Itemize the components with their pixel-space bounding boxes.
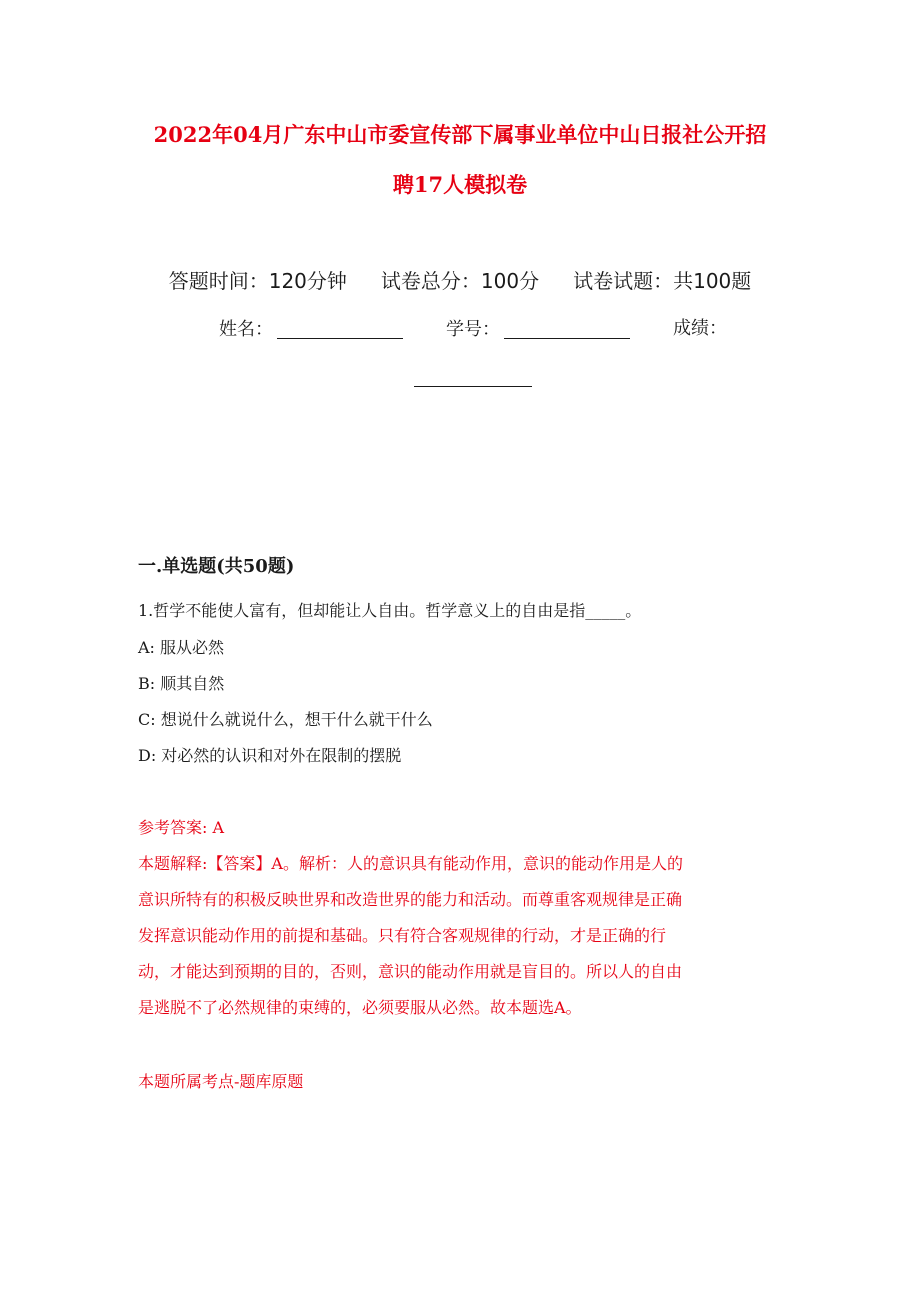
exam-title-line2: 聘17人模拟卷 — [392, 172, 528, 197]
student-id-field[interactable] — [446, 320, 630, 339]
explanation-line: 发挥意识能动作用的前提和基础。只有符合客观规律的行动，才是正确的行 — [138, 926, 667, 945]
name-field[interactable] — [219, 320, 403, 339]
name-blank-line[interactable] — [277, 320, 403, 339]
exam-question-count: 试卷试题：共100题 — [573, 269, 752, 293]
option-d[interactable]: D: 对必然的认识和对外在限制的摆脱 — [138, 746, 402, 765]
exam-info-row — [0, 271, 920, 291]
student-id-label: 学号： — [446, 319, 500, 340]
option-b[interactable]: B: 顺其自然 — [138, 674, 225, 693]
score-label: 成绩： — [673, 318, 727, 339]
explanation-line: 本题解释:【答案】A。解析：人的意识具有能动作用，意识的能动作用是人的 — [138, 854, 683, 873]
reference-answer: 参考答案: A — [138, 818, 225, 837]
option-c[interactable]: C: 想说什么就说什么，想干什么就干什么 — [138, 710, 433, 729]
question-stem: 1.哲学不能使人富有，但却能让人自由。哲学意义上的自由是指_____。 — [138, 601, 642, 620]
score-field — [673, 320, 727, 338]
option-a[interactable]: A: 服从必然 — [138, 638, 225, 657]
section-heading: 一.单选题(共50题) — [138, 556, 295, 577]
explanation-line: 是逃脱不了必然规律的束缚的，必须要服从必然。故本题选A。 — [138, 998, 582, 1017]
exam-total-score: 试卷总分：100分 — [380, 269, 540, 293]
answer-explanation — [138, 846, 778, 1026]
exam-title-line1: 2022年04月广东中山市委宣传部下属事业单位中山日报社公开招 — [153, 122, 767, 147]
question-source: 本题所属考点-题库原题 — [138, 1072, 304, 1091]
exam-time: 答题时间：120分钟 — [168, 269, 347, 293]
score-blank-line[interactable] — [414, 386, 532, 387]
explanation-line: 动，才能达到预期的目的，否则，意识的能动作用就是盲目的。所以人的自由 — [138, 962, 683, 981]
explanation-line: 意识所特有的积极反映世界和改造世界的能力和活动。而尊重客观规律是正确 — [138, 890, 683, 909]
student-id-blank-line[interactable] — [504, 320, 630, 339]
name-label: 姓名： — [219, 319, 273, 340]
